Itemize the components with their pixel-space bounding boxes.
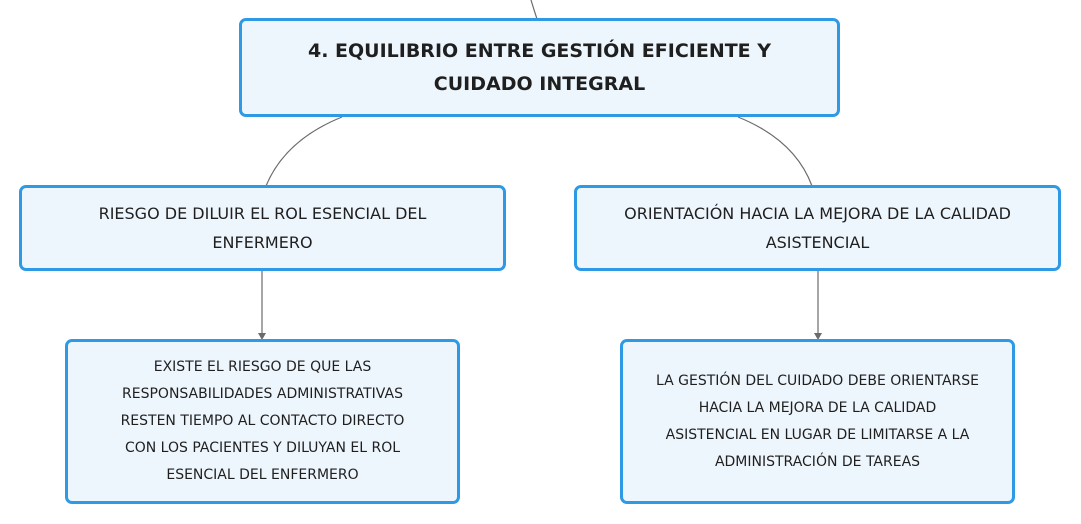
connector-parent-to-root — [531, 0, 537, 19]
subtopic-label-quality: ORIENTACIÓN HACIA LA MEJORA DE LA CALIDAD ASISTENCIAL — [624, 204, 1011, 252]
subtopic-node-quality[interactable] — [574, 185, 1061, 271]
subtopic-node-risk[interactable] — [19, 185, 506, 271]
root-topic-label: 4. EQUILIBRIO ENTRE GESTIÓN EFICIENTE Y CUIDADO INTEGRAL — [307, 39, 772, 95]
detail-label-quality: LA GESTIÓN DEL CUIDADO DEBE ORIENTARSE HACIA LA MEJORA DE LA CALIDAD ASISTENCIAL EN LUGAR DE LIMITARSE A LA ADMINISTRACIÓN DE TAREAS — [656, 372, 979, 470]
connector-root-to-left — [266, 117, 342, 186]
subtopic-label-risk: RIESGO DE DILUIR EL ROL ESENCIAL DEL ENFERMERO — [98, 204, 427, 252]
detail-label-risk: EXISTE EL RIESGO DE QUE LAS RESPONSABILIDADES ADMINISTRATIVAS RESTEN TIEMPO AL CONTACTO DIRECTO CON LOS PACIENTES Y DILUYAN EL ROL ESENCIAL DEL ENFERMERO — [120, 359, 405, 483]
root-topic-node[interactable] — [239, 18, 840, 117]
detail-node-risk[interactable] — [65, 339, 460, 504]
connector-root-to-right — [738, 117, 812, 186]
detail-node-quality[interactable] — [620, 339, 1015, 504]
